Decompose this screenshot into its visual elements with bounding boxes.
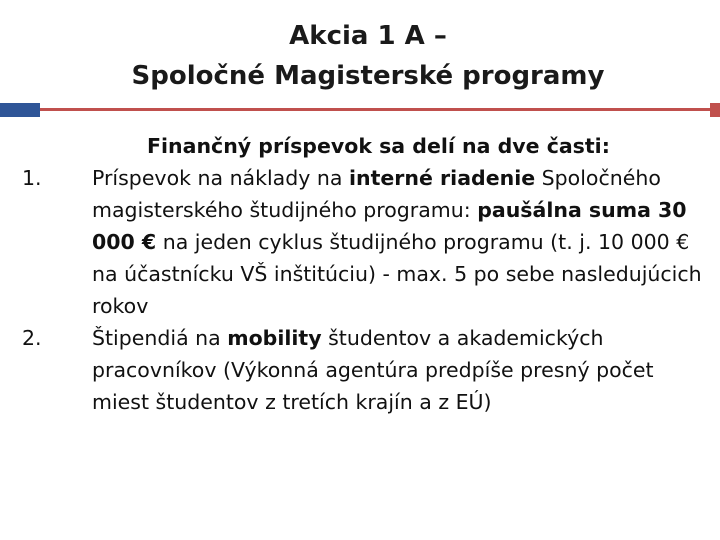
slide-body [22,130,712,418]
item-2-emphasis-mobility: mobility [227,326,322,350]
divider-block-left [0,103,40,117]
divider-line [40,108,710,111]
item-1-text-b: Spoločného magisterského študijného programu: [92,166,661,222]
slide-title [0,16,720,96]
item-2-text-b: študentov a akademických pracovníkov (Výkonná agentúra predpíše presný počet miest študentov z tretích krajín a z EÚ) [92,326,654,414]
item-number: 2. [22,326,42,350]
list-item-2 [22,322,712,418]
points-list [22,162,712,418]
divider-block-right [710,103,720,117]
item-1-text-a: Príspevok na náklady na [92,166,349,190]
item-1-text-c: na jeden cyklus študijného programu (t. j. 10 000 € na účastnícku VŠ inštitúciu) - max. 5 po sebe nasledujúcich rokov [92,230,702,318]
intro-text: Finančný príspevok sa delí na dve časti: [147,134,610,158]
list-item-1 [22,162,712,322]
item-1-emphasis-internal-management: interné riadenie [348,166,536,190]
title-line-2: Spoločné Magisterské programy [131,61,605,91]
title-divider [0,103,720,117]
item-number: 1. [22,166,42,190]
item-1-emphasis-lump-sum: paušálna suma 30 000 € [92,198,687,254]
item-2-text-a: Štipendiá na [92,326,228,350]
title-line-1: Akcia 1 A – [289,21,447,51]
